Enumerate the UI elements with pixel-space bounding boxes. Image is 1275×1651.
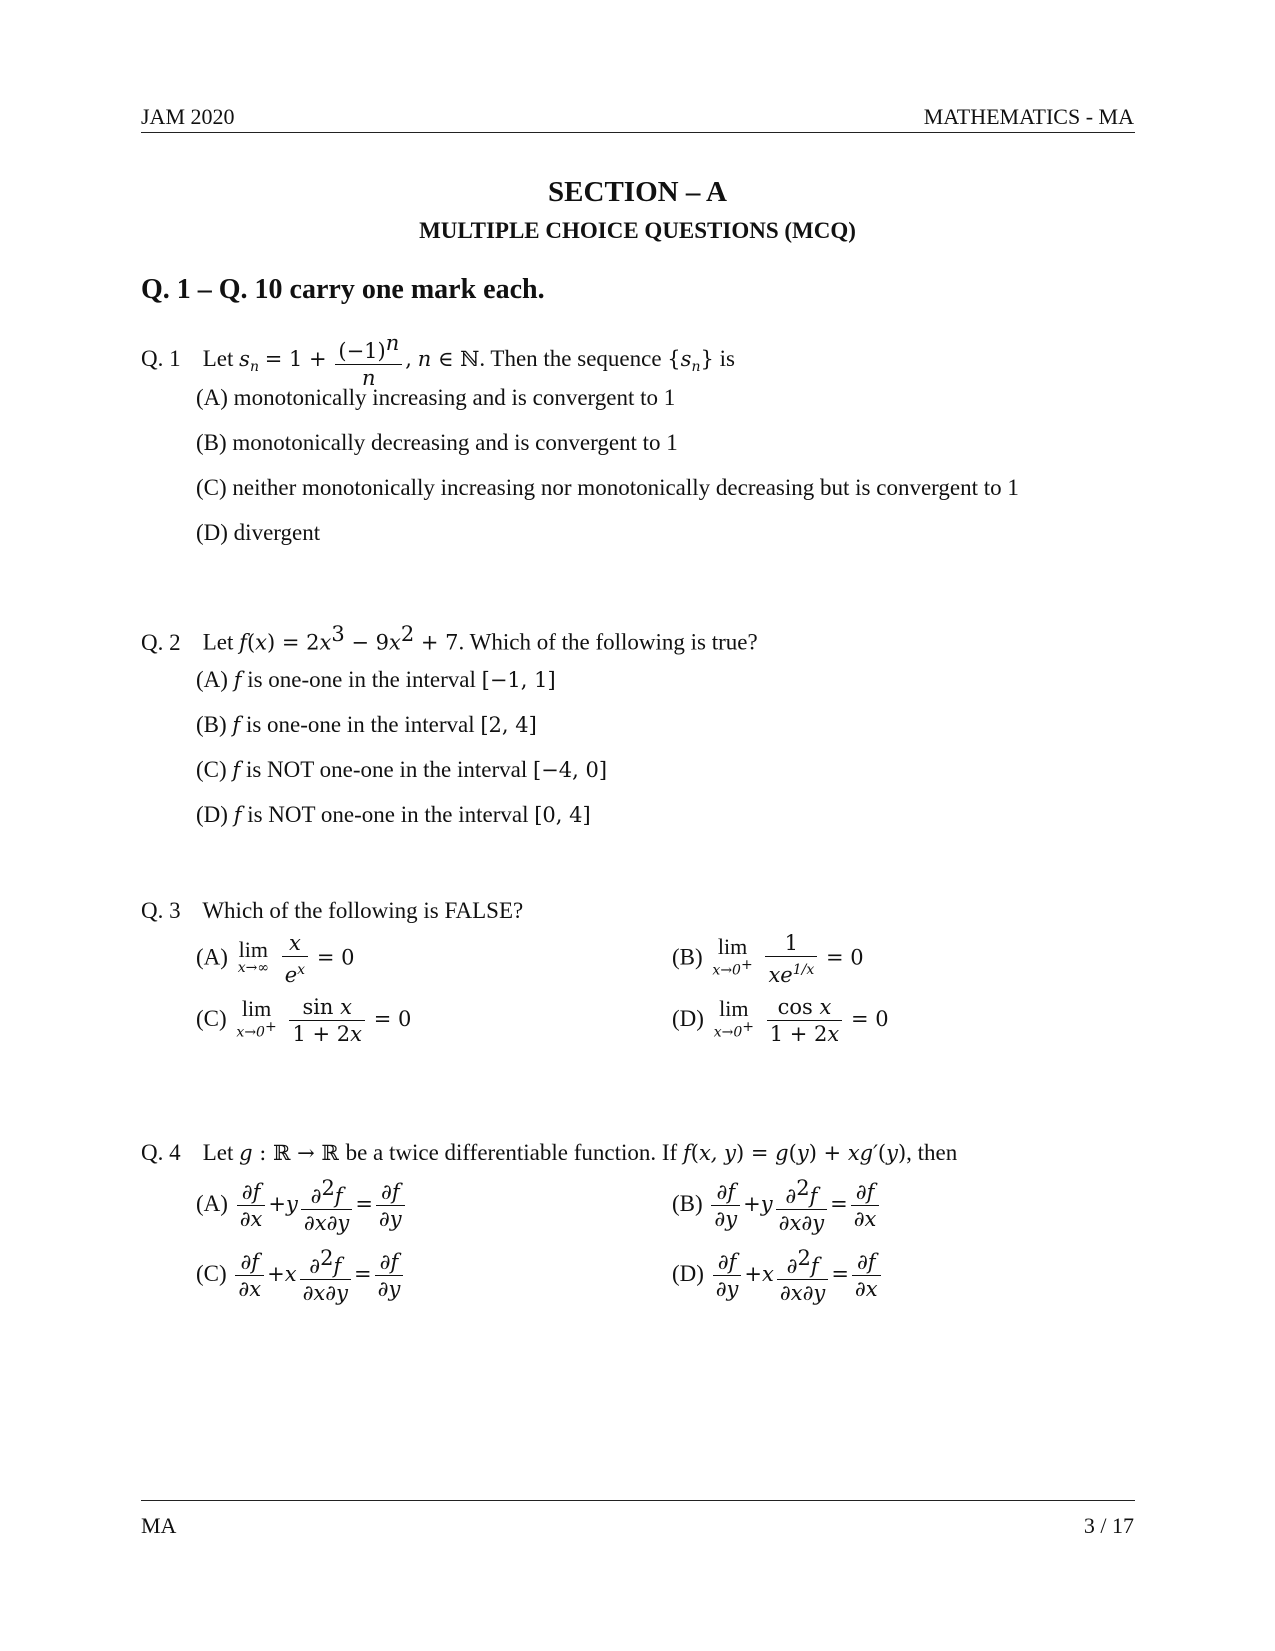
- option-b[interactable]: (B) $\frac{\partial f}{\partial y}$ +y $\frac{\partial^2f}{\partial x\partial y}$ = $\frac{\partial f}{\partial x}$: [672, 1175, 882, 1236]
- option-a[interactable]: (A) $\frac{\partial f}{\partial x}$ +y $\frac{\partial^2f}{\partial x\partial y}$ = $\frac{\partial f}{\partial y}$: [196, 1175, 408, 1236]
- section-subtitle: MULTIPLE CHOICE QUESTIONS (MCQ): [419, 218, 856, 243]
- fraction: $\frac{(-1)^n}{n}$: [335, 330, 402, 391]
- section-title: SECTION – A: [548, 176, 727, 208]
- question-lead: Let: [202, 1140, 234, 1165]
- question-1: Q. 1 Let $s_n = 1$ + $\frac{(-1)^n}{n}$ , n ∈ ℕ. Then the sequence $\{s_n\}$ is: [141, 331, 735, 390]
- math-expression: f: [239, 630, 247, 655]
- option-c[interactable]: (C) $\frac{\partial f}{\partial x}$ +x $\frac{\partial^2f}{\partial x\partial y}$ = $\frac{\partial f}{\partial y}$: [196, 1245, 406, 1306]
- option-a[interactable]: (A) f is one-one in the interval [−1, 1]: [196, 667, 556, 692]
- question-3: [141, 898, 523, 924]
- header-rule: [141, 132, 1135, 133]
- question-mid: be a twice differentiable function. If: [345, 1140, 678, 1165]
- option-d[interactable]: (D) $\frac{\partial f}{\partial y}$ +x $\frac{\partial^2f}{\partial x\partial y}$ = $\frac{\partial f}{\partial x}$: [672, 1245, 884, 1306]
- option-b[interactable]: (B) f is one-one in the interval [2, 4]: [196, 712, 537, 737]
- question-end: is: [719, 345, 735, 371]
- question-2: Q. 2 Let $f(x) = 2x^3 - 9x^2 + 7$. Which of the following is true?: [141, 622, 758, 655]
- question-tail: . Then the sequence: [479, 345, 662, 371]
- question-number: Q. 3: [141, 898, 181, 923]
- question-tail: . Which of the following is true?: [458, 629, 758, 655]
- option-c[interactable]: (C) f is NOT one-one in the interval [−4, 0]: [196, 757, 608, 782]
- question-lead: Let: [202, 345, 234, 371]
- option-c[interactable]: (C) neither monotonically increasing nor monotonically decreasing but is convergent to 1: [196, 475, 1019, 500]
- footer-subject-code: MA: [141, 1513, 177, 1538]
- question-text: Which of the following is FALSE?: [202, 898, 524, 923]
- option-b[interactable]: (B) lim x→0+ $\frac{1}{xe^{1/x}}$ = 0: [672, 931, 864, 987]
- question-lead: Let: [202, 629, 234, 655]
- math-expression: $s_n$: [239, 346, 259, 375]
- option-d[interactable]: (D) lim x→0+ $\frac{\text{cos x}}{1 + 2x}$ = 0: [672, 995, 889, 1046]
- option-b[interactable]: (B) monotonically decreasing and is convergent to 1: [196, 430, 678, 455]
- question-end: , then: [906, 1140, 958, 1165]
- page-number: 3 / 17: [1083, 1513, 1134, 1538]
- marks-instruction: Q. 1 – Q. 10 carry one mark each.: [141, 274, 545, 305]
- option-a[interactable]: (A) monotonically increasing and is convergent to 1: [196, 385, 676, 410]
- question-number: Q. 2: [141, 629, 181, 655]
- question-number: Q. 1: [141, 345, 181, 371]
- option-a[interactable]: (A) lim x→∞ $\frac{x}{e^x}$ = 0: [196, 931, 355, 987]
- option-d[interactable]: (D) f is NOT one-one in the interval [0, 4]: [196, 802, 591, 827]
- question-number: Q. 4: [141, 1140, 181, 1165]
- header-exam-name: JAM 2020: [141, 104, 235, 129]
- option-d[interactable]: (D) divergent: [196, 520, 321, 545]
- question-4: Q. 4 Let g : ℝ → ℝ be a twice differentiable function. If f(x, y) = g(y) + xg′(y), then: [141, 1140, 958, 1165]
- option-c[interactable]: (C) lim x→0+ $\frac{\text{sin x}}{1 + 2x}$ = 0: [196, 995, 412, 1046]
- header-subject: MATHEMATICS - MA: [923, 104, 1134, 129]
- footer-rule: [141, 1500, 1135, 1501]
